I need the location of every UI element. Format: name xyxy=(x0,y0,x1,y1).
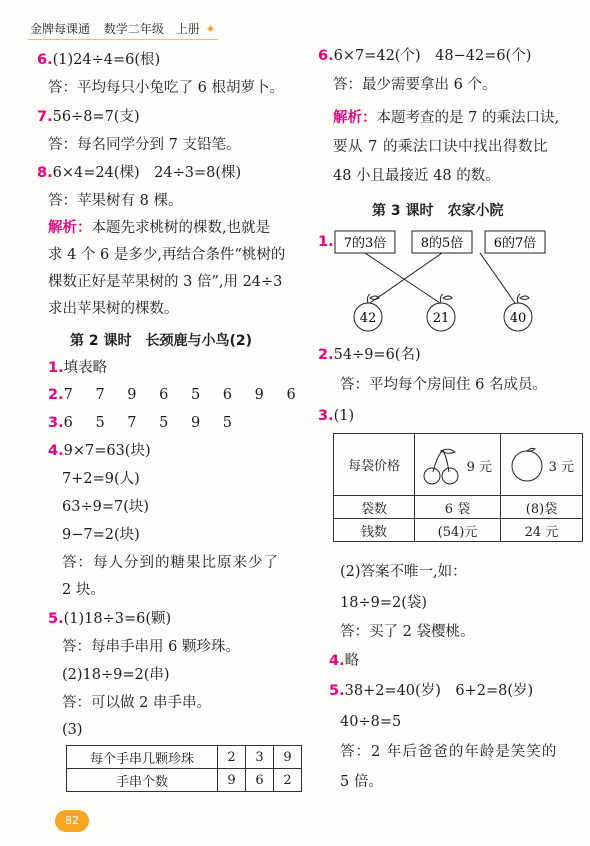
l2q4-line4: 9−7=2(块) xyxy=(62,527,140,543)
rq5-line2: 40÷8=5 xyxy=(340,714,402,730)
bracelet-table-cell: 6 xyxy=(246,769,274,792)
match-box-2 xyxy=(412,231,472,253)
match-box-1 xyxy=(335,231,395,253)
lq8-analysis2: 求 4 个 6 是多少,再结合条件“桃树的 xyxy=(48,247,286,263)
rq3-line1: 3.(1) xyxy=(318,408,355,424)
lesson2-title: 第 2 课时 长颈鹿与小鸟(2) xyxy=(70,333,253,349)
rq4: 4.略 xyxy=(329,653,360,669)
lesson3-title: 第 3 课时 农家小院 xyxy=(372,203,504,219)
rq6-analysis1: 解析：本题考查的是 7 的乘法口诀, xyxy=(333,109,560,126)
l2q1: 1.填表略 xyxy=(48,360,108,376)
page-number-badge: 82 xyxy=(55,810,89,832)
bracelet-table-cell: 2 xyxy=(274,769,302,792)
header-subject: 数学二年级 xyxy=(103,22,164,36)
bracelet-table-cell: 9 xyxy=(218,769,246,792)
header-volume: 上册 xyxy=(175,22,200,36)
lq6-line1: 6.(1)24÷4=6(根) xyxy=(37,52,161,68)
l2q4-line3: 63÷9=7(块) xyxy=(62,499,150,515)
match-box-label: 7的3倍 xyxy=(343,236,387,251)
rq1-num: 1. xyxy=(318,234,334,250)
match-line xyxy=(370,253,442,303)
fruit-table-cell: (8)袋 xyxy=(501,496,583,519)
header-rule xyxy=(28,39,218,40)
fruit-table-cell xyxy=(501,434,583,496)
apple-icon xyxy=(504,294,532,331)
fruit-table-cell: 24 元 xyxy=(501,519,583,542)
lq8-analysis1: 解析：本题先求桃树的棵数,也就是 xyxy=(48,219,271,236)
rq6-analysis2: 要从 7 的乘法口诀中找出得数比 xyxy=(333,139,548,155)
apple-label: 40 xyxy=(509,311,527,326)
bracelet-table-cell: 2 xyxy=(218,746,246,769)
fruit-table-cell: (54)元 xyxy=(415,519,501,542)
rq6-analysis3: 48 小且最接近 48 的数。 xyxy=(333,168,500,184)
l2q4-line2: 7+2=9(人) xyxy=(62,471,140,487)
orange-icon xyxy=(507,444,547,484)
apple-label: 42 xyxy=(359,311,377,326)
fruit-price-table xyxy=(333,433,583,542)
match-line xyxy=(365,253,440,303)
match-line xyxy=(480,253,515,303)
l2q5-line4: 答：可以做 2 串手串。 xyxy=(62,695,211,711)
l2q3: 3.6 5 7 5 9 5 xyxy=(48,415,242,431)
lq8-line1: 8.6×4=24(棵) 24÷3=8(棵) xyxy=(37,165,242,181)
rq5-line1: 5.38+2=40(岁) 6+2=8(岁) xyxy=(329,683,534,699)
apple-icon xyxy=(354,294,382,331)
match-box-label: 6的7倍 xyxy=(493,236,537,251)
orange-price: 3 元 xyxy=(548,460,574,475)
star-icon: ✦ xyxy=(205,22,216,36)
rq2-answer: 答：平均每个房间住 6 名成员。 xyxy=(340,377,547,393)
l2q5-line5: (3) xyxy=(62,722,83,738)
l2q5-line3: (2)18÷9=2(串) xyxy=(62,667,170,683)
match-box-label: 8的5倍 xyxy=(420,236,464,251)
rq3-line2: (2)答案不唯一,如： xyxy=(340,564,467,580)
apple-label: 21 xyxy=(432,311,450,326)
l2q4-answer1: 答：每人分到的糖果比原来少了 xyxy=(62,555,279,571)
lq7-line1: 7.56÷8=7(支) xyxy=(37,109,140,125)
l2q5-line2: 答：每串手串用 6 颗珍珠。 xyxy=(62,639,240,655)
lq7-answer: 答：每名同学分到 7 支铅笔。 xyxy=(48,137,241,153)
bracelet-table-cell: 手串个数 xyxy=(67,769,218,792)
matching-diagram xyxy=(330,228,560,333)
cherry-icon xyxy=(421,446,461,486)
fruit-table-cell xyxy=(415,434,501,496)
fruit-table-cell: 钱数 xyxy=(334,519,415,542)
apple-icon xyxy=(427,294,455,331)
lq8-answer: 答：苹果树有 8 棵。 xyxy=(48,193,183,209)
lq8-analysis4: 求出苹果树的棵数。 xyxy=(48,301,179,317)
bracelet-table-cell: 每个手串几颗珍珠 xyxy=(67,746,218,769)
rq2-line1: 2.54÷9=6(名) xyxy=(318,347,421,363)
lq6-answer: 答：平均每只小兔吃了 6 根胡萝卜。 xyxy=(48,80,284,96)
fruit-table-cell: 袋数 xyxy=(334,496,415,519)
rq3-line3: 18÷9=2(袋) xyxy=(340,595,428,611)
rq6-line1: 6.6×7=42(个) 48−42=6(个) xyxy=(318,48,532,64)
rq3-answer: 答：买了 2 袋樱桃。 xyxy=(340,624,475,640)
header xyxy=(30,20,216,37)
lq8-analysis3: 棵数正好是苹果树的 3 倍”,用 24÷3 xyxy=(48,274,283,290)
rq5-answer1: 答：2 年后爸爸的年龄是笑笑的 xyxy=(340,744,558,760)
l2q5-line1: 5.(1)18÷3=6(颗) xyxy=(48,611,172,627)
bracelet-table-cell: 3 xyxy=(246,746,274,769)
fruit-table-cell: 每袋价格 xyxy=(334,434,415,496)
l2q2: 2.7 7 9 6 5 6 9 6 xyxy=(48,387,305,403)
l2q4-line1: 4.9×7=63(块) xyxy=(48,443,151,459)
header-brand: 金牌每课通 xyxy=(30,22,91,36)
bracelet-table-cell: 9 xyxy=(274,746,302,769)
match-box-3 xyxy=(485,231,545,253)
fruit-table-cell: 6 袋 xyxy=(415,496,501,519)
bracelet-table xyxy=(66,745,302,792)
rq5-answer2: 5 倍。 xyxy=(340,774,383,790)
l2q4-answer2: 2 块。 xyxy=(62,582,105,598)
rq6-answer: 答：最少需要拿出 6 个。 xyxy=(333,77,497,93)
cherry-price: 9 元 xyxy=(466,460,492,475)
